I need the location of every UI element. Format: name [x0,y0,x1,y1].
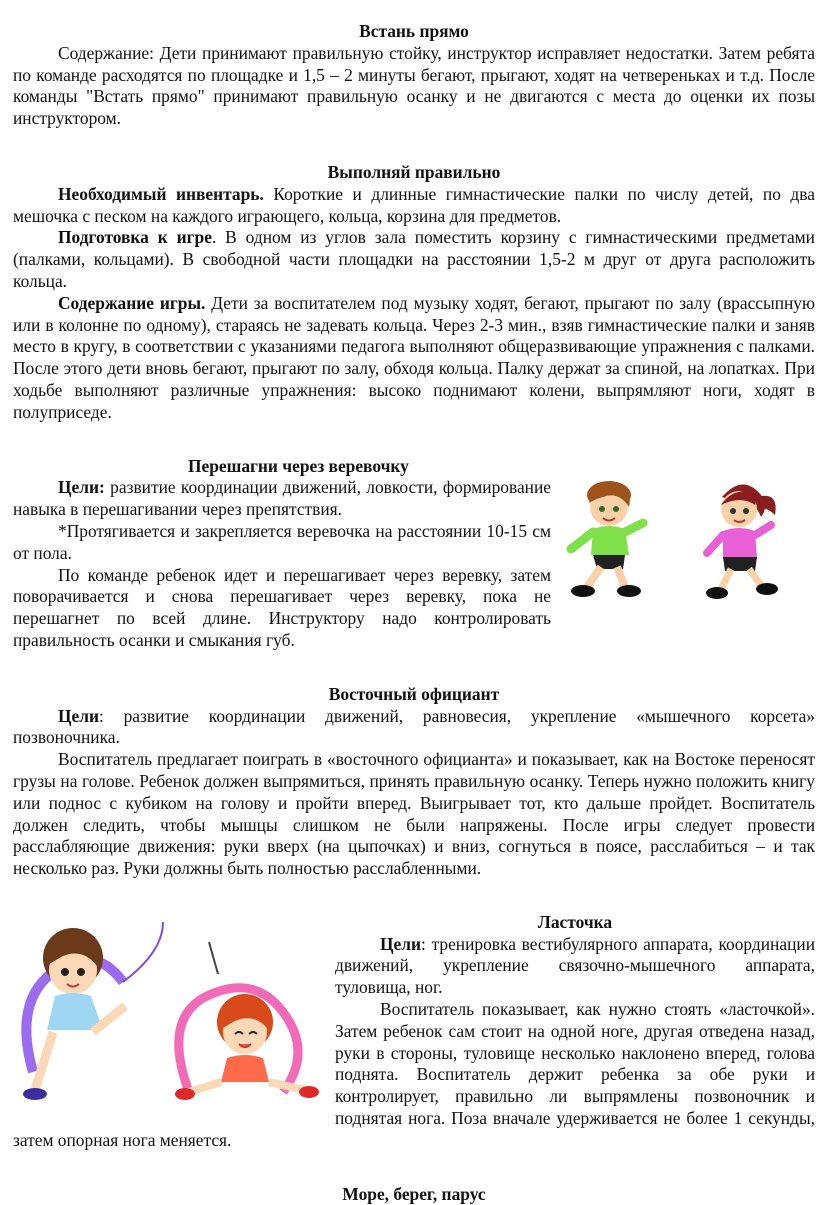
lastochka-goals-label: Цели [380,933,422,954]
inventory-text: Короткие и длинные гимнастические палки по числу детей, по два мешочка с песком на каждого играющего, кольца, корзина для предметов. [13,183,815,226]
oficiant-content: Воспитатель предлагает поиграть в «восточного официанта» и показывает, как на Востоке переносят грузы на голове. Ребенок должен выпрямиться, принять правильную осанку. Теперь нужно положить книгу или поднос с кубиком на голову и пройти вперед. Выигрывает тот, кто дальше пройдет. Воспитатель должен следить, чтобы мышцы слишком не были напряжены. После игры следует провести расслабляющие движения: руки вверх (на цыпочках) и вниз, согнуться в поясе, расслабиться – и так несколько раз. Руки должны быть полностью расслабленными. [13,749,815,879]
vypolnyay-inventory [13,184,815,228]
section-title-lastochka: Ласточка [537,911,613,932]
lastochka-content: Воспитатель показывает, как нужно стоять «ласточкой». Затем ребенок сам стоит на одной ноге, другая отведена назад, руки в стороны, туловище несколько наклонено вперед, голова поднята. Воспитатель держит ребенка за обе руки и контролирует, правильно ли выпрямлены позвоночник и поднятая нога. Поза вначале удерживается не более 1 секунды, затем опорная нога меняется. [13,999,815,1150]
game-content-label: Содержание игры. [58,292,206,313]
oficiant-goals [13,706,815,750]
document-page [13,0,815,1205]
game-content-text: Дети за воспитателем под музыку ходят, бегают, прыгают по залу (врассыпную или в колонне по одному), стараясь не задевать кольца. Через 2-3 мин., взяв гимнастические палки и заняв место в кругу, в соответствии с указаниями педагога выполняют общеразвивающие упражнения с палками. После этого дети вновь бегают, прыгают по залу, обходя кольца. Палку держат за спиной, на лопатках. При ходьбе выполняют различные упражнения: высоко поднимают колени, выпрямляют ноги, ходят в полуприседе. [13,292,815,422]
running-children-illustration [557,477,815,612]
goals-label: Цели: [58,477,105,498]
preparation-label: Подготовка к игре [58,227,212,248]
vypolnyay-game-content [13,293,815,424]
section-title-more-bereg-parus: Море, берег, парус [342,1183,486,1204]
vypolnyay-preparation [13,227,815,292]
pereshagni-content: По команде ребенок идет и перешагивает через веревку, затем поворачивается и снова перешагивает через веревку, пока не перешагнет по всей длине. Инструктору надо контролировать правильность осанки и смыкания губ. [13,564,551,650]
inventory-label: Необходимый инвентарь. [58,183,264,204]
pereshagni-rope-note: *Протягивается и закрепляется веревочка на расстоянии 10-15 см от пола. [13,520,551,563]
vstan-pryamo-content: Содержание: Дети принимают правильную стойку, инструктор исправляет недостатки. Затем ребята по команде расходятся по площадке и 1,5 – 2 минуты бегают, прыгают, ходят на четвереньках и т.д. После команды "Встать прямо" принимают правильную осанку и не двигаются с места до оценки их позы инструктором. [13,42,815,129]
oficiant-goals-text: : развитие координации движений, равновесия, укрепление «мышечного корсета» позвоночника. [13,705,815,748]
preparation-text: . В одном из углов зала поместить корзину с гимнастическими предметами (палками, кольцами). В свободной части площадки на расстоянии 1,5-2 м друг от друга расположить кольца. [13,227,815,291]
running-girl-figure [706,485,778,600]
section-title-pereshagni: Перешагни через веревочку [188,455,409,476]
running-boy-figure [571,481,643,597]
section-title-vstan-pryamo: Встань прямо [359,21,469,41]
lastochka-goals-text: : тренировка вестибулярного аппарата, координации движений, укрепление связочно-мышечного аппарата, туловища, ног. [335,933,815,998]
section-title-vypolnyay: Выполняй правильно [327,161,501,182]
goals-text: развитие координации движений, ловкости, формирование навыка в перешагивании через препятствия. [13,477,551,520]
gymnast-girl-1 [23,928,125,1100]
section-title-oficiant: Восточный официант [328,683,500,704]
oficiant-goals-label: Цели [58,705,100,726]
ribbon-gymnasts-illustration [13,912,329,1112]
